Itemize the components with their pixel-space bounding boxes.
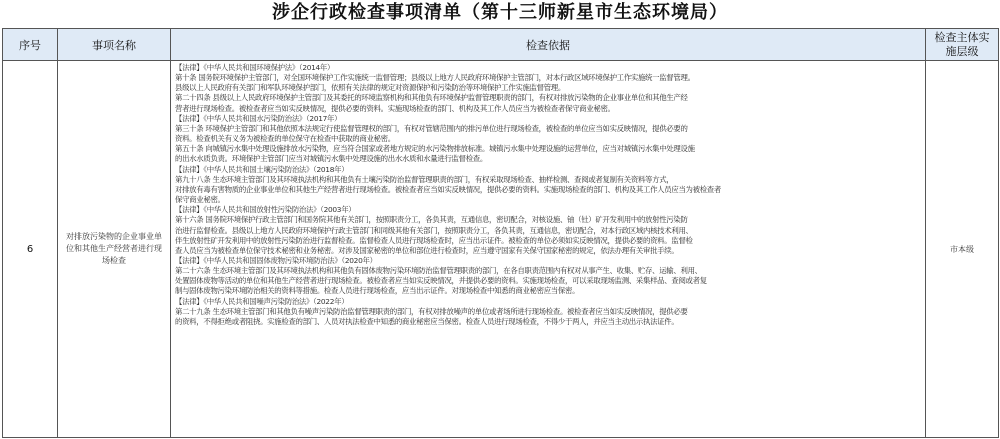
header-level-label: 检查主体实施层级 — [934, 30, 990, 58]
basis-text-line: 的出水水质负责。环境保护主管部门应当对城镇污水集中处理设施的出水水质和水量进行监督检查。 — [175, 154, 487, 164]
basis-text-line: 营者进行现场检查。被检查者应当如实反映情况，提供必要的资料。实施现场检查的部门、机构及其工作人员应当为被检查者保守商业秘密。 — [175, 103, 615, 113]
law-title-line: 【法律】《中华人民共和国环境保护法》（2014年） — [175, 63, 335, 72]
basis-text-line: 第十条 国务院环境保护主管部门，对全国环境保护工作实施统一监督管理；县级以上地方人民政府环境保护主管部门，对本行政区域环境保护工作实施统一监督管理。 — [175, 73, 695, 83]
basis-text-line: 县级以上人民政府有关部门和军队环境保护部门，依照有关法律的规定对资源保护和污染防治等环境保护工作实施监督管理。 — [175, 83, 565, 93]
page-title: 涉企行政检查事项清单（第十三师新星市生态环境局） — [272, 2, 728, 23]
basis-text-line: 保守商业秘密。 — [175, 195, 225, 205]
basis-text-line: 对排放有毒有害物质的企业事业单位和其他生产经营者进行现场检查。被检查者应当如实反映情况，提供必要的资料。实施现场检查的部门、机构及其工作人员应当为被检查者 — [175, 184, 721, 194]
basis-text-line: 第三十条 环境保护主管部门和其他依照本法规定行使监督管理权的部门，有权对管辖范围内的排污单位进行现场检查，被检查的单位应当如实反映情况，提供必要的 — [175, 123, 688, 133]
basis-text-line: 资料。检查机关有义务为被检查的单位保守在检查中获取的商业秘密。 — [175, 134, 395, 144]
inspection-table — [2, 28, 999, 438]
row-name-cell — [58, 61, 171, 438]
basis-text-line: 第二十六条 生态环境主管部门及其环境执法机构和其他负有固体废物污染环境防治监督管理职责的部门，在各自职责范围内有权对从事产生、收集、贮存、运输、利用、 — [175, 266, 702, 276]
row-no: 6 — [3, 61, 58, 438]
basis-text-line: 第五十条 向城镇污水集中处理设施排放水污染物，应当符合国家或者地方规定的水污染物排放标准。城镇污水集中处理设施的运营单位，应当对城镇污水集中处理设施 — [175, 144, 695, 154]
basis-text-block — [175, 63, 921, 435]
law-title-line: 【法律】《中华人民共和国土壤污染防治法》（2018年） — [175, 164, 349, 174]
table-row — [3, 61, 999, 438]
basis-text-line: 查人员应当为被检查单位保守技术秘密和业务秘密。对涉及国家秘密的单位和部位进行检查时，应当遵守国家有关保守国家秘密的规定，依法办理有关审批手续。 — [175, 245, 679, 255]
basis-text-line: 处置固体废物等活动的单位和其他生产经营者进行现场检查。被检查者应当如实反映情况，并提供必要的资料。实施现场检查，可以采取现场监测、采集样品、查阅或者复 — [175, 276, 707, 286]
law-title-line: 【法律】《中华人民共和国固体废物污染环境防治法》（2020年） — [175, 255, 377, 265]
table-header-row — [3, 29, 999, 61]
row-name: 对排放污染物的企业事业单位和其他生产经营者进行现场检查 — [66, 232, 162, 265]
header-no: 序号 — [3, 29, 58, 61]
header-basis: 检查依据 — [171, 29, 926, 61]
row-basis — [171, 61, 926, 438]
header-level — [926, 29, 999, 61]
basis-text-line: 治进行监督检查。县级以上地方人民政府环境保护行政主管部门和同级其他有关部门，按照职责分工，各负其责，互通信息，密切配合，对本行政区域内核技术利用、 — [175, 225, 693, 235]
header-name: 事项名称 — [58, 29, 171, 61]
law-title-line: 【法律】《中华人民共和国水污染防治法》（2017年） — [175, 113, 342, 123]
basis-text-line: 第二十四条 县级以上人民政府环境保护主管部门及其委托的环境监察机构和其他负有环境保护监督管理职责的部门，有权对排放污染物的企业事业单位和其他生产经 — [175, 93, 688, 103]
law-title-line: 【法律】《中华人民共和国噪声污染防治法》（2022年） — [175, 296, 349, 306]
basis-text-line: 的资料，不得拒绝或者阻挠。实施检查的部门、人员对执法检查中知悉的商业秘密应当保密。检查人员进行现场检查，不得少于两人，并应当主动出示执法证件。 — [175, 316, 679, 326]
basis-text-line: 第九十八条 生态环境主管部门及其环境执法机构和其他负有土壤污染防治监督管理职责的部门，有权采取现场检查、抽样检测、查阅或者复制有关资料等方式， — [175, 174, 674, 184]
basis-text-line: 制与固体废物污染环境防治相关的资料等措施。检查人员进行现场检查，应当出示证件。对现场检查中知悉的商业秘密应当保密。 — [175, 286, 580, 296]
row-level: 市本级 — [926, 61, 999, 438]
basis-text-line: 第二十九条 生态环境主管部门和其他负有噪声污染防治监督管理职责的部门，有权对排放噪声的单位或者场所进行现场检查。被检查者应当如实反映情况，提供必要 — [175, 306, 688, 316]
basis-text-line: 第十六条 国务院环境保护行政主管部门和国务院其他有关部门，按照职责分工，各负其责，互通信息，密切配合，对核设施、铀（钍）矿开发利用中的放射性污染防 — [175, 215, 688, 225]
basis-text-line: 伴生放射性矿开发利用中的放射性污染防治进行监督检查。监督检查人员进行现场检查时，应当出示证件。被检查的单位必须如实反映情况，提供必要的资料。监督检 — [175, 235, 693, 245]
law-title-line: 【法律】《中华人民共和国放射性污染防治法》（2003年） — [175, 205, 356, 215]
